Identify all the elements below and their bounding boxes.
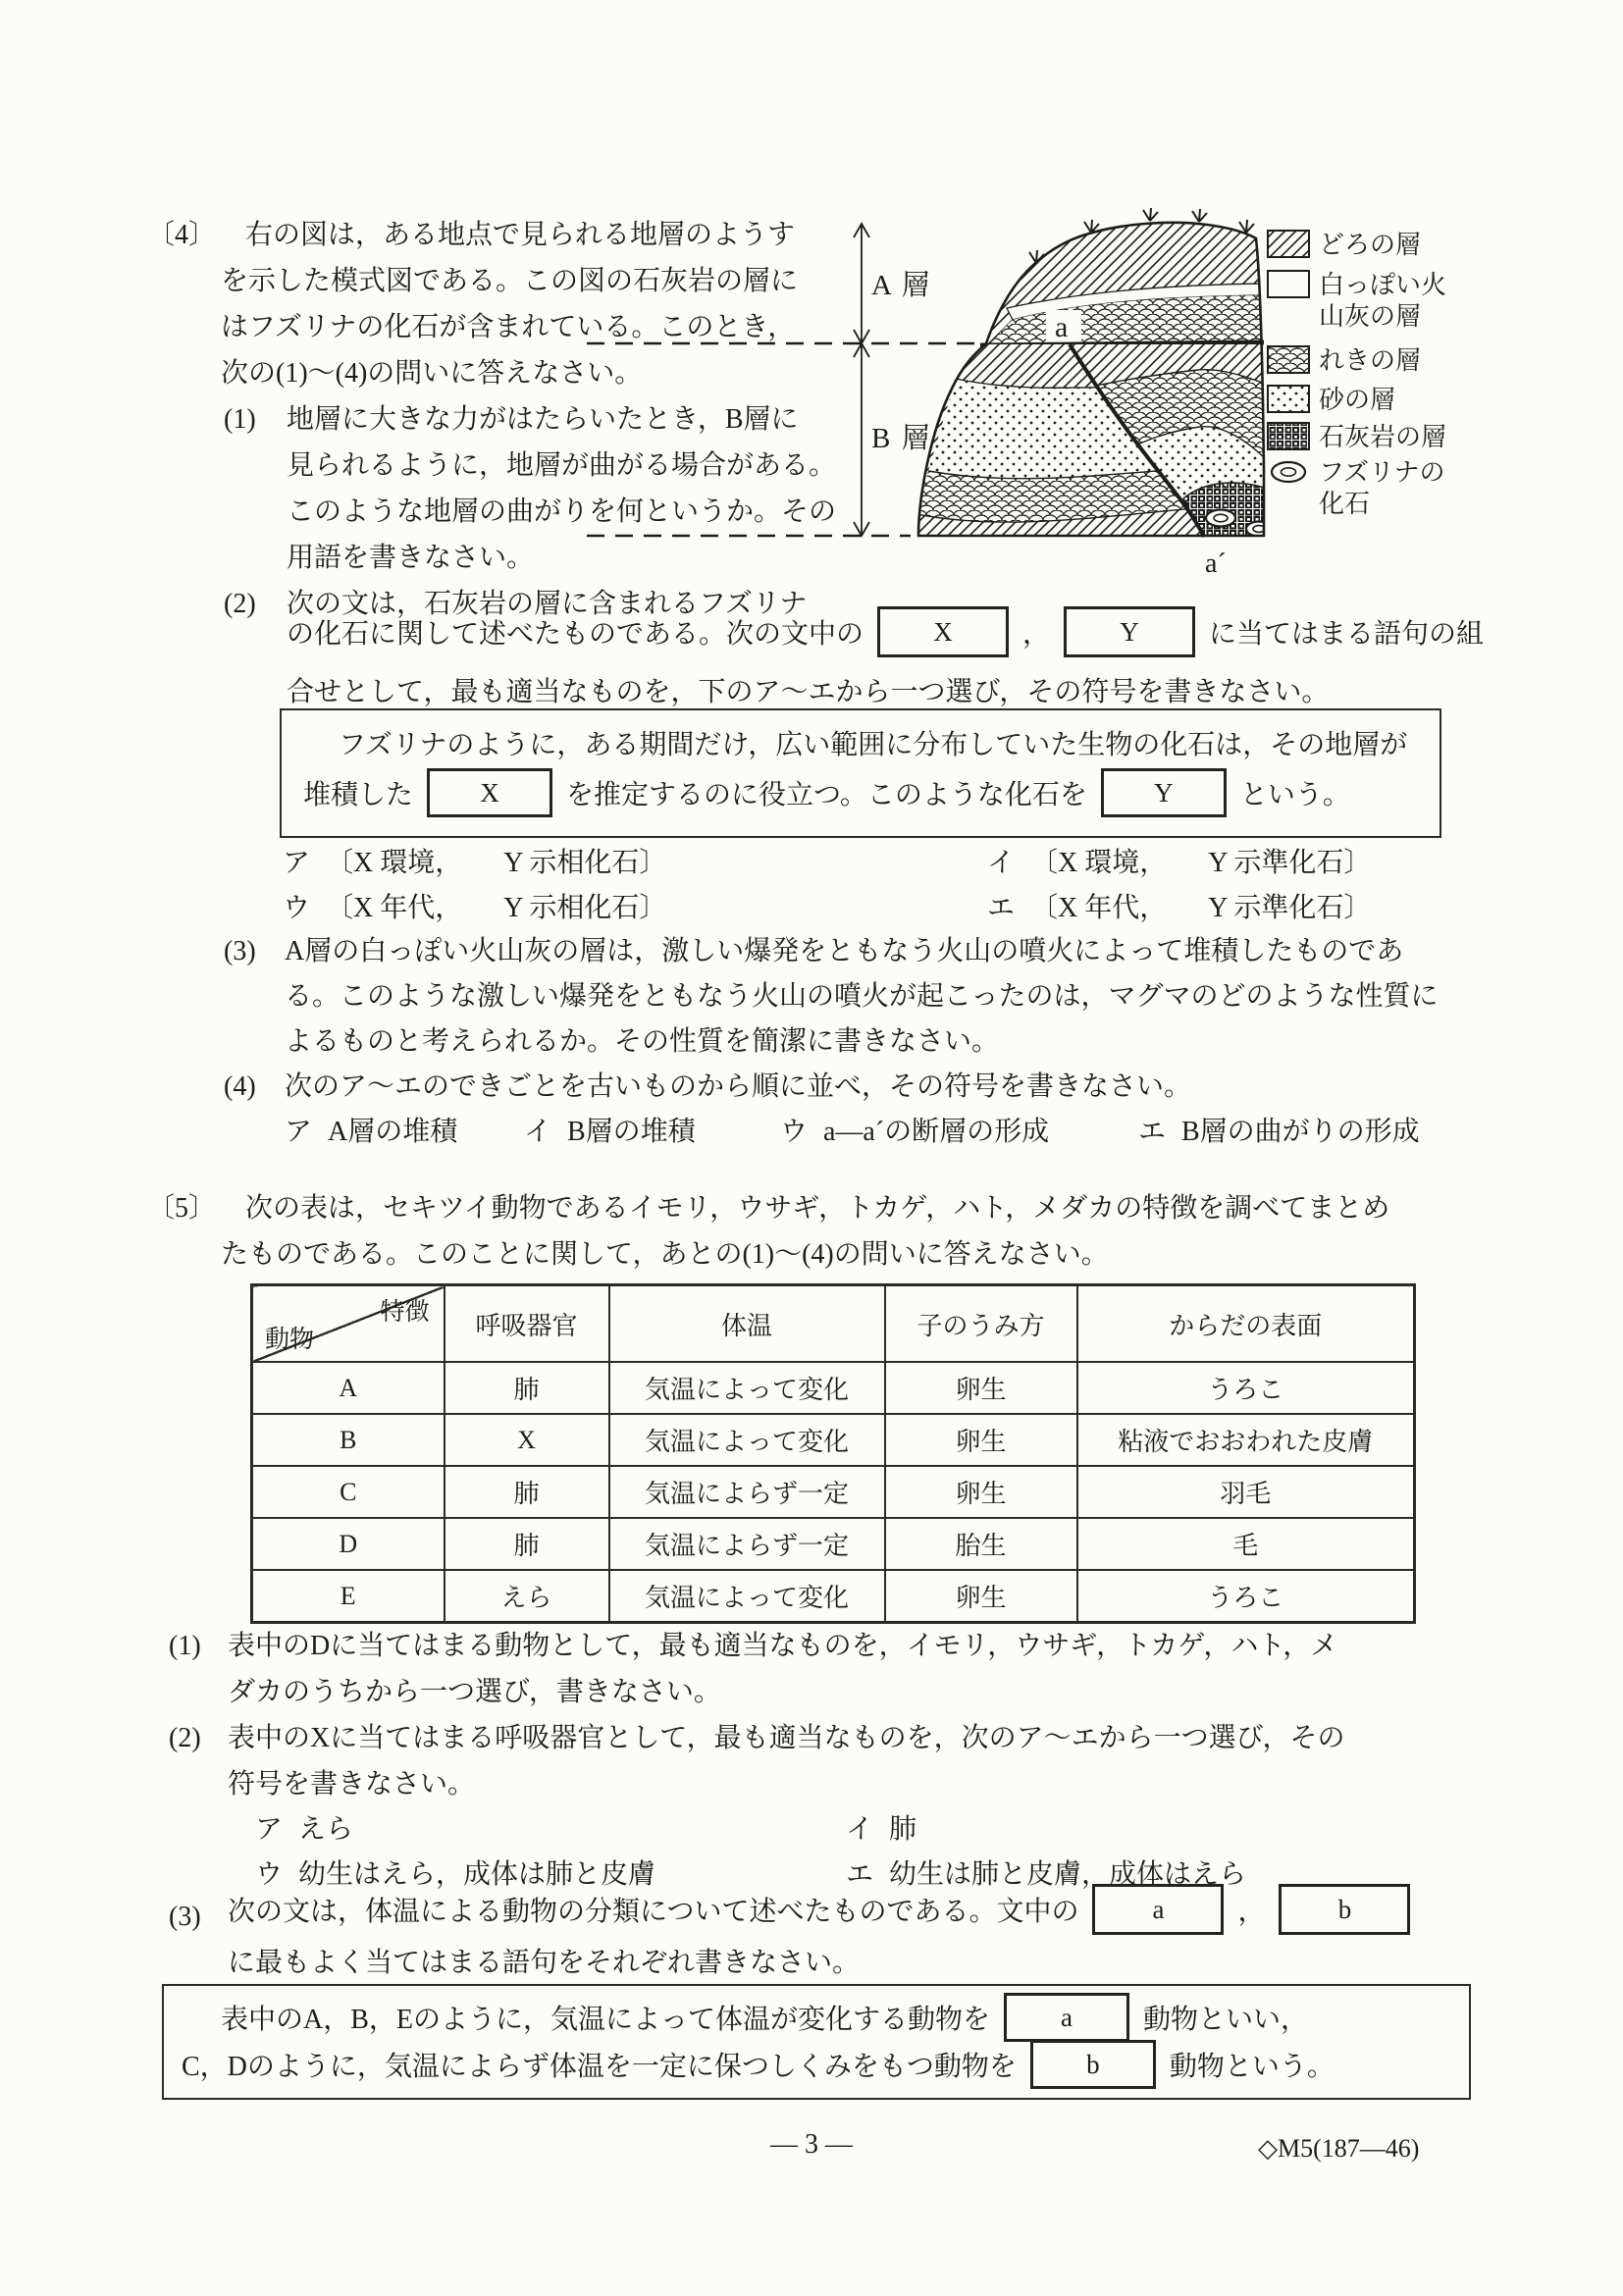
blank-box-y: Y <box>1101 768 1227 817</box>
q4-sub2-line: 合せとして，最も適当なものを，下のア～エから一つ選び，その符号を書きなさい。 <box>287 677 1330 707</box>
table-row <box>252 1362 1415 1414</box>
text: 表中のA，B，Eのように，気温によって体温が変化する動物を <box>221 2005 991 2035</box>
legend <box>1268 231 1446 518</box>
cell: 卵生 <box>885 1362 1077 1414</box>
legend-swatch-mud <box>1268 231 1309 257</box>
fault-bottom-label: a´ <box>1205 548 1227 579</box>
statement-line-with-blank <box>182 2041 1335 2088</box>
cell: 肺 <box>445 1466 609 1518</box>
statement-line-with-blanks <box>303 767 1350 818</box>
q5-option-label: エ <box>846 1859 874 1890</box>
legend-swatch-sand <box>1268 386 1309 412</box>
q5-option-text: 幼生はえら，成体は肺と皮膚 <box>298 1859 656 1890</box>
q5-option-label: ウ <box>255 1859 284 1890</box>
text: に当てはまる語句の組 <box>1209 619 1485 650</box>
column-header: 子のうみ方 <box>885 1285 1077 1363</box>
blank-box-x: X <box>877 606 1009 657</box>
q4-sub1-line: 地層に大きな力がはたらいたとき，B層に <box>287 404 799 435</box>
q4-intro-line: はフズリナの化石が含まれている。このとき， <box>221 312 796 342</box>
table-row <box>252 1518 1415 1570</box>
cell: 肺 <box>445 1518 609 1570</box>
q5-option-text: 幼生は肺と皮膚，成体はえら <box>889 1859 1247 1890</box>
blank-box-y: Y <box>1064 606 1195 657</box>
q5-number: 〔5〕 <box>147 1193 217 1224</box>
q5-statement-box <box>162 1984 1471 2100</box>
cell: X <box>445 1414 609 1466</box>
column-header: 体温 <box>609 1285 885 1363</box>
strata-diagram <box>569 137 1511 608</box>
q4-sub2-number: (2) <box>224 589 256 619</box>
q5-option-label: ア <box>255 1814 284 1845</box>
q4-sub4-option-label: エ <box>1138 1117 1167 1147</box>
q4-sub4-option-text: B層の堆積 <box>567 1117 696 1147</box>
q4-sub4-option-text: B層の曲がりの形成 <box>1181 1117 1420 1147</box>
q5-sub3-line: に最もよく当てはまる語句をそれぞれ書きなさい。 <box>228 1948 861 1978</box>
q5-sub1-line: ダカのうちから一つ選び，書きなさい。 <box>228 1677 721 1707</box>
cell: 卵生 <box>885 1414 1077 1466</box>
text: C，Dのように，気温によらず体温を一定に保つしくみをもつ動物を <box>182 2052 1017 2082</box>
q4-sub1-line: 用語を書きなさい。 <box>287 543 535 573</box>
q4-sub4-number: (4) <box>224 1071 256 1102</box>
q4-intro-line: 右の図は，ある地点で見られる地層のようす <box>245 220 796 250</box>
legend-label: れきの層 <box>1319 346 1422 375</box>
text: ， <box>1022 619 1051 650</box>
legend-label: 石灰岩の層 <box>1319 423 1447 451</box>
q5-option-label: イ <box>846 1814 874 1845</box>
cell: 粘液でおおわれた皮膚 <box>1077 1414 1415 1466</box>
statement-line-with-blank <box>221 1994 1308 2041</box>
q4-sub4-option-text: A層の堆積 <box>328 1117 458 1147</box>
cell: 気温によって変化 <box>609 1414 885 1466</box>
column-header: 呼吸器官 <box>445 1285 609 1363</box>
legend-label: フズリナの <box>1319 458 1445 487</box>
legend-label: 山灰の層 <box>1319 302 1422 331</box>
cell: 肺 <box>445 1362 609 1414</box>
q5-option-text: えら <box>298 1814 354 1845</box>
q5-sub3-line-with-blanks <box>228 1884 1424 1935</box>
q4-option-label: ア <box>283 848 311 878</box>
legend-label: どろの層 <box>1319 231 1422 259</box>
blank-box-a: a <box>1004 1993 1129 2042</box>
legend-fossil-icon-inner <box>1282 468 1296 476</box>
page-number: — 3 — <box>770 2129 853 2160</box>
legend-swatch-gravel <box>1268 346 1309 373</box>
animal-cell: A <box>252 1362 445 1414</box>
cell: 毛 <box>1077 1518 1415 1570</box>
cell: 気温によって変化 <box>609 1570 885 1623</box>
table-row <box>252 1466 1415 1518</box>
cell: 羽毛 <box>1077 1466 1415 1518</box>
q4-sub3-line: る。このような激しい爆発をともなう火山の噴火が起こったのは，マグマのどのような性質に <box>285 981 1439 1012</box>
text: ， <box>1237 1897 1266 1927</box>
q5-sub2-number: (2) <box>169 1723 201 1753</box>
layer-b-label: B 層 <box>871 423 932 454</box>
legend-label: 砂の層 <box>1319 386 1396 414</box>
blank-box-b: b <box>1279 1884 1410 1935</box>
q4-sub1-line: 見られるように，地層が曲がる場合がある。 <box>287 450 837 481</box>
text: を推定するのに役立つ。このような化石を <box>566 780 1087 810</box>
layer-span-arrows <box>854 224 869 536</box>
cell: 卵生 <box>885 1570 1077 1623</box>
q4-sub4-option-label: ア <box>285 1117 313 1147</box>
q4-option-label: ウ <box>283 893 311 923</box>
q5-sub1-number: (1) <box>169 1631 201 1661</box>
text: 堆積した <box>303 780 414 810</box>
q4-sub2-line-with-blanks <box>287 606 1484 657</box>
cell: 気温によらず一定 <box>609 1518 885 1570</box>
q5-sub2-line: 符号を書きなさい。 <box>228 1769 476 1800</box>
q5-sub1-line: 表中のDに当てはまる動物として，最も適当なものを，イモリ，ウサギ，トカゲ，ハト，メ <box>228 1631 1338 1661</box>
text: 次の文は，体温による動物の分類について述べたものである。文中の <box>228 1897 1079 1927</box>
column-header: からだの表面 <box>1077 1285 1415 1363</box>
q5-intro-line: たものである。このことに関して，あとの(1)～(4)の問いに答えなさい。 <box>221 1239 1109 1270</box>
q4-sub1-number: (1) <box>224 404 256 435</box>
q4-option-label: イ <box>987 848 1016 878</box>
document-code: ◇M5(187—46) <box>1258 2134 1420 2163</box>
q4-sub4-line: 次のア～エのできごとを古いものから順に並べ，その符号を書きなさい。 <box>285 1071 1192 1102</box>
layer-a-label: A 層 <box>871 270 932 301</box>
layer-a-fill <box>986 223 1268 344</box>
text: 動物といい， <box>1143 2005 1309 2035</box>
legend-label: 化石 <box>1319 490 1371 518</box>
q5-sub2-line: 表中のXに当てはまる呼吸器官として，最も適当なものを，次のア～エから一つ選び，その <box>228 1723 1345 1753</box>
cell: 卵生 <box>885 1466 1077 1518</box>
animal-cell: D <box>252 1518 445 1570</box>
q4-sub3-line: よるものと考えられるか。その性質を簡潔に書きなさい。 <box>285 1026 1000 1057</box>
corner-label-trait: 特徴 <box>380 1299 430 1326</box>
text: の化石に関して述べたものである。次の文中の <box>287 619 864 650</box>
table-header-row <box>252 1285 1415 1363</box>
q4-sub4-option-label: イ <box>524 1117 552 1147</box>
text: という。 <box>1239 780 1350 810</box>
blank-box-a: a <box>1092 1884 1224 1935</box>
fault-top-label: a <box>1055 311 1069 343</box>
q4-sub1-line: このような地層の曲がりを何というか。その <box>287 496 837 527</box>
q4-sub4-option-label: ウ <box>780 1117 809 1147</box>
q5-intro-line: 次の表は，セキツイ動物であるイモリ，ウサギ，トカゲ，ハト，メダカの特徴を調べてまとめ <box>245 1193 1390 1224</box>
blank-box-b: b <box>1030 2040 1156 2089</box>
q4-statement-box <box>280 708 1441 838</box>
q4-option-text: 〔X 環境， Y 示相化石〕 <box>326 848 667 878</box>
q5-sub3-number: (3) <box>169 1902 201 1932</box>
table-row <box>252 1570 1415 1623</box>
cell: 胎生 <box>885 1518 1077 1570</box>
q4-sub4-option-text: a—a´の断層の形成 <box>823 1117 1050 1147</box>
q4-option-text: 〔X 年代， Y 示相化石〕 <box>326 893 667 923</box>
q4-intro-line: 次の(1)～(4)の問いに答えなさい。 <box>221 358 643 389</box>
cell: うろこ <box>1077 1362 1415 1414</box>
legend-swatch-limestone <box>1268 423 1309 449</box>
q4-sub2-line: 次の文は，石灰岩の層に含まれるフズリナ <box>287 589 808 619</box>
q4-number: 〔4〕 <box>147 220 217 250</box>
q4-option-text: 〔X 環境， Y 示準化石〕 <box>1030 848 1372 878</box>
animal-cell: C <box>252 1466 445 1518</box>
cell: うろこ <box>1077 1570 1415 1623</box>
legend-swatch-ash <box>1268 271 1309 297</box>
animal-traits-table <box>250 1283 1416 1624</box>
legend-label: 白っぽい火 <box>1319 271 1447 299</box>
q4-option-label: エ <box>987 893 1016 923</box>
blank-box-x: X <box>427 768 552 817</box>
q5-option-text: 肺 <box>889 1814 917 1845</box>
text: 動物という。 <box>1169 2052 1335 2082</box>
animal-cell: B <box>252 1414 445 1466</box>
q4-intro-line: を示した模式図である。この図の石灰岩の層に <box>221 266 799 296</box>
animal-cell: E <box>252 1570 445 1623</box>
statement-line: フズリナのように，ある期間だけ，広い範囲に分布していた生物の化石は，その地層が <box>339 730 1408 760</box>
q4-sub3-line: A層の白っぽい火山灰の層は，激しい爆発をともなう火山の噴火によって堆積したものであ <box>285 936 1404 966</box>
cell: えら <box>445 1570 609 1623</box>
table-row <box>252 1414 1415 1466</box>
corner-label-animal: 動物 <box>265 1327 315 1353</box>
q4-sub3-number: (3) <box>224 936 256 966</box>
q4-option-text: 〔X 年代， Y 示準化石〕 <box>1030 893 1372 923</box>
cell: 気温によらず一定 <box>609 1466 885 1518</box>
cell: 気温によって変化 <box>609 1362 885 1414</box>
legend-fossil-icon <box>1272 462 1305 482</box>
table-corner-cell <box>252 1285 445 1363</box>
